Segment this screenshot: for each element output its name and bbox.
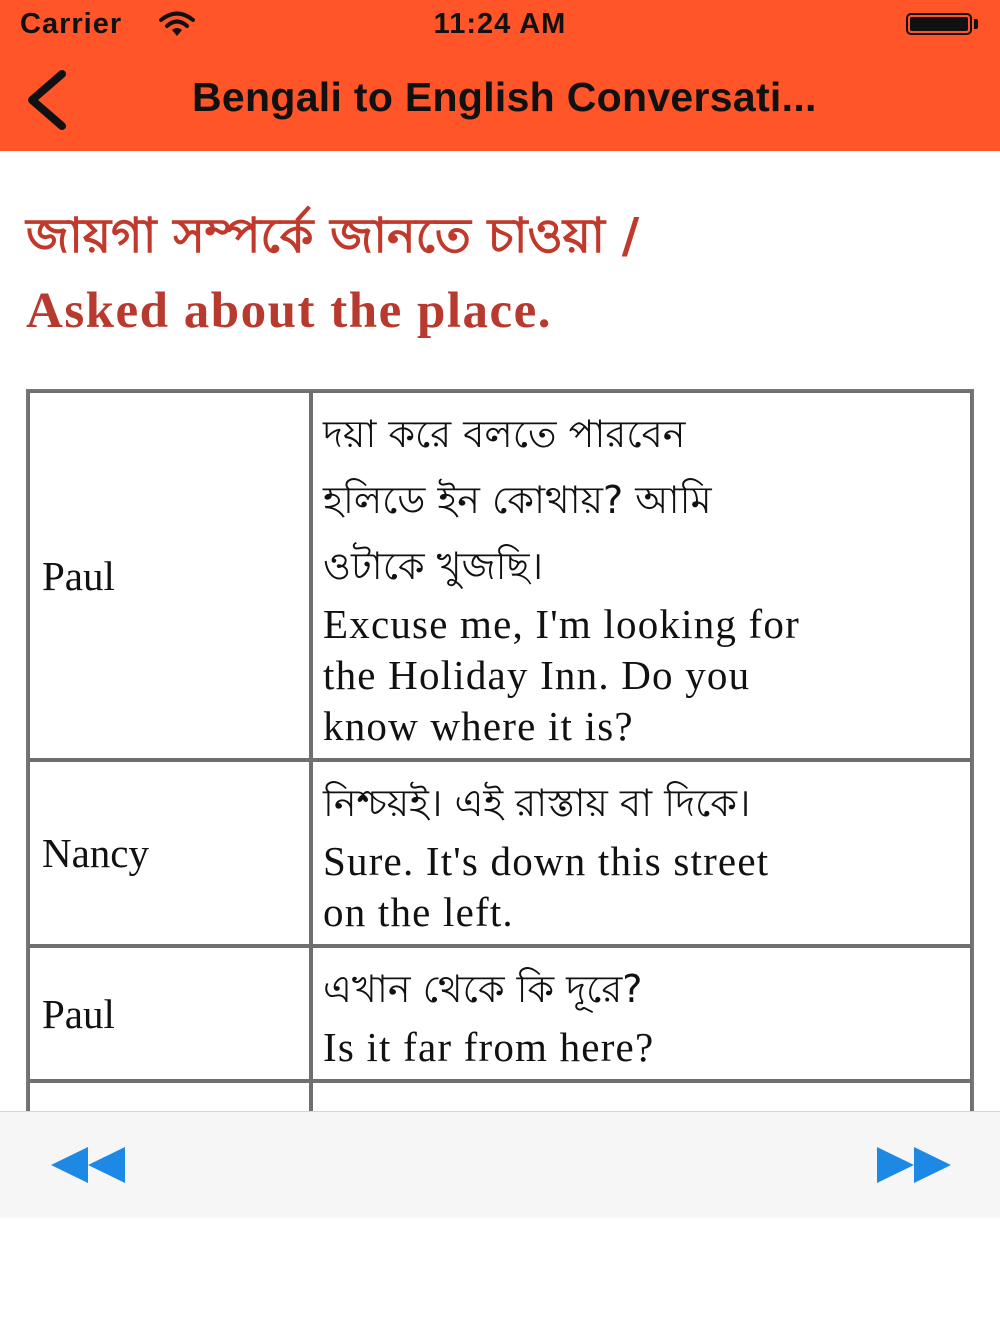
- previous-button[interactable]: [48, 1144, 128, 1186]
- back-button[interactable]: [18, 68, 78, 132]
- battery-icon: [906, 13, 972, 35]
- dialogue-text: [311, 391, 972, 760]
- english-line: the Holiday Inn. Do you: [323, 652, 751, 698]
- lesson-content[interactable]: [0, 151, 1000, 1111]
- conversation-row: [28, 760, 972, 946]
- speaker-name: Paul: [28, 946, 311, 1081]
- dialogue-text: [311, 1081, 972, 1111]
- english-line: Sure. It's down this street: [323, 838, 770, 884]
- battery-level: [910, 17, 968, 31]
- dialogue-text: [311, 760, 972, 946]
- dialogue-text: [311, 946, 972, 1081]
- fast-forward-icon: [874, 1144, 954, 1186]
- conversation-row: [28, 1081, 972, 1111]
- battery-terminal: [974, 19, 978, 29]
- lesson-heading-english: Asked about the place.: [26, 283, 553, 339]
- carrier-label: Carrier: [20, 8, 123, 40]
- english-line: Excuse me, I'm looking for: [323, 601, 800, 647]
- rewind-icon: [48, 1144, 128, 1186]
- bengali-line: নিশ্চয়ই। এই রাস্তায় বা দিকে।: [323, 781, 751, 825]
- conversation-row: [28, 946, 972, 1081]
- bengali-line: দয়া করে বলতে পারবেন: [323, 412, 686, 456]
- status-time: 11:24 AM: [433, 8, 567, 40]
- bottom-toolbar: [0, 1111, 1000, 1218]
- speaker-name: Nancy: [28, 760, 311, 946]
- lesson-heading-bengali: জায়গা সম্পর্কে জানতে চাওয়া /: [26, 208, 640, 264]
- bengali-line: এখান থেকে কি দূরে?: [323, 967, 643, 1011]
- navigation-header: [0, 0, 1000, 151]
- bengali-line: হলিডে ইন কোথায়? আমি: [323, 478, 712, 522]
- bengali-line: ওটাকে খুজছি।: [323, 544, 544, 588]
- next-button[interactable]: [874, 1144, 954, 1186]
- speaker-name: Paul: [28, 391, 311, 760]
- english-line: Is it far from here?: [323, 1024, 655, 1070]
- conversation-table: [26, 389, 974, 1111]
- english-line: know where it is?: [323, 703, 634, 749]
- page-title: Bengali to English Conversati...: [192, 74, 817, 120]
- english-line: on the left.: [323, 889, 514, 935]
- speaker-name: [28, 1081, 311, 1111]
- status-bar: [0, 0, 1000, 52]
- chevron-left-icon: [18, 68, 78, 132]
- conversation-row: [28, 391, 972, 760]
